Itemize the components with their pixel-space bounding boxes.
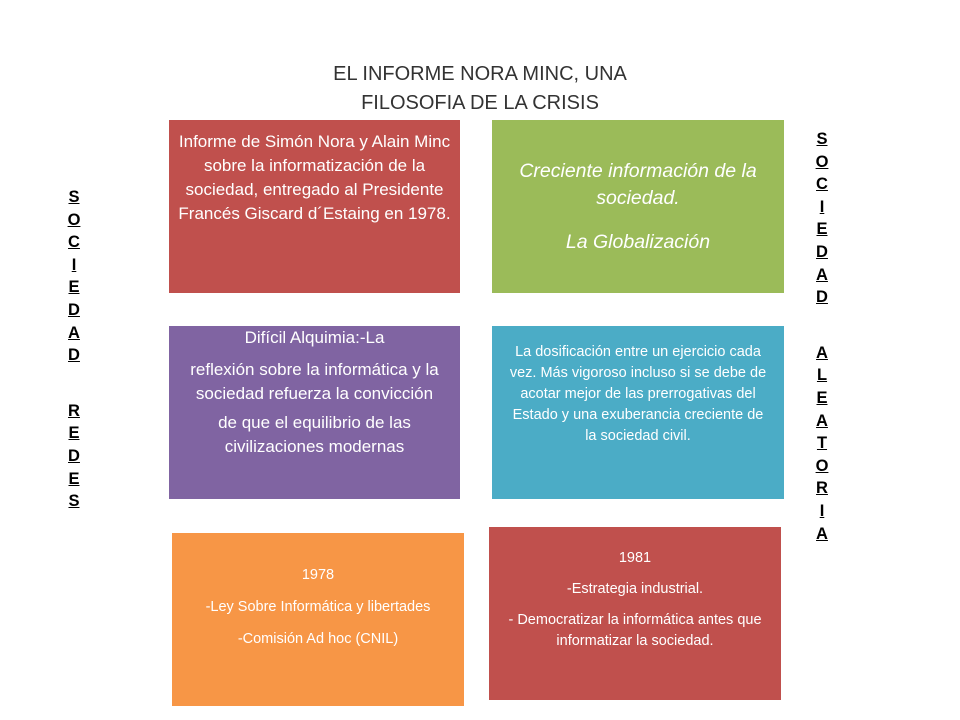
box-text: Creciente información de la sociedad.	[519, 160, 757, 209]
vertical-letter: E	[816, 388, 828, 407]
box-dificil-alquimia	[169, 326, 460, 499]
vertical-letter: S	[68, 188, 80, 206]
vertical-letter: D	[68, 300, 80, 319]
box-dosificacion	[492, 326, 784, 499]
vertical-text-sociedad-redes	[62, 186, 86, 513]
vertical-letter: C	[68, 233, 80, 252]
box-year: 1978	[301, 567, 335, 583]
vertical-letter: L	[816, 366, 828, 385]
vertical-letter: O	[815, 456, 829, 475]
vertical-letter: I	[819, 501, 825, 520]
vertical-letter: A	[816, 343, 828, 362]
vertical-letter: A	[816, 411, 828, 430]
title-line-2: FILOSOFIA DE LA CRISIS	[361, 92, 599, 114]
vertical-letter: E	[68, 278, 80, 297]
vertical-letter: S	[816, 130, 828, 148]
vertical-letter: R	[68, 401, 80, 420]
box-text: de que el equilibrio de las civilizaciones modernas	[218, 413, 411, 456]
vertical-letter: S	[68, 492, 80, 511]
box-1981	[489, 527, 781, 700]
box-1978	[172, 533, 464, 706]
vertical-letter: C	[816, 175, 828, 194]
box-informe-nora-minc	[169, 120, 460, 293]
vertical-gap	[62, 367, 86, 400]
vertical-letter: A	[816, 524, 828, 543]
vertical-letter: O	[67, 210, 81, 229]
vertical-letter: E	[816, 220, 828, 239]
vertical-letter: T	[816, 434, 828, 453]
vertical-letter: I	[819, 197, 825, 216]
vertical-gap	[810, 309, 834, 342]
box-text: Informe de Simón Nora y Alain Minc sobre la informatización de la sociedad, entregado al Presidente Francés Giscard d´Estaing en 1978.	[178, 132, 451, 223]
vertical-letter: O	[815, 152, 829, 171]
box-text: -Estrategia industrial.	[566, 581, 704, 597]
box-text: reflexión sobre la informática y la sociedad refuerza la convicción	[190, 360, 439, 403]
box-text: La dosificación entre un ejercicio cada vez. Más vigoroso incluso si se debe de acotar mejor de las prerrogativas del Estado y una exuberancia creciente de la sociedad civil.	[509, 344, 767, 444]
vertical-text-sociedad-aleatoria	[810, 128, 834, 545]
box-creciente-informacion	[492, 120, 784, 293]
vertical-letter: I	[71, 255, 77, 274]
vertical-letter: R	[816, 479, 828, 498]
box-year: 1981	[618, 550, 652, 566]
vertical-letter: A	[816, 265, 828, 284]
vertical-letter: D	[68, 346, 80, 365]
vertical-letter: D	[816, 242, 828, 261]
box-text: - Democratizar la informática antes que informatizar la sociedad.	[508, 612, 762, 649]
vertical-letter: D	[816, 288, 828, 307]
box-text: La Globalización	[565, 231, 711, 253]
vertical-letter: A	[68, 323, 80, 342]
vertical-letter: D	[68, 446, 80, 465]
box-text: -Ley Sobre Informática y libertades	[205, 599, 431, 615]
vertical-letter: E	[68, 424, 80, 443]
vertical-letter: E	[68, 469, 80, 488]
slide-title	[250, 60, 710, 118]
box-text: -Comisión Ad hoc (CNIL)	[237, 631, 399, 647]
box-text: Difícil Alquimia:-La	[244, 328, 385, 347]
title-line-1: EL INFORME NORA MINC, UNA	[333, 63, 627, 85]
